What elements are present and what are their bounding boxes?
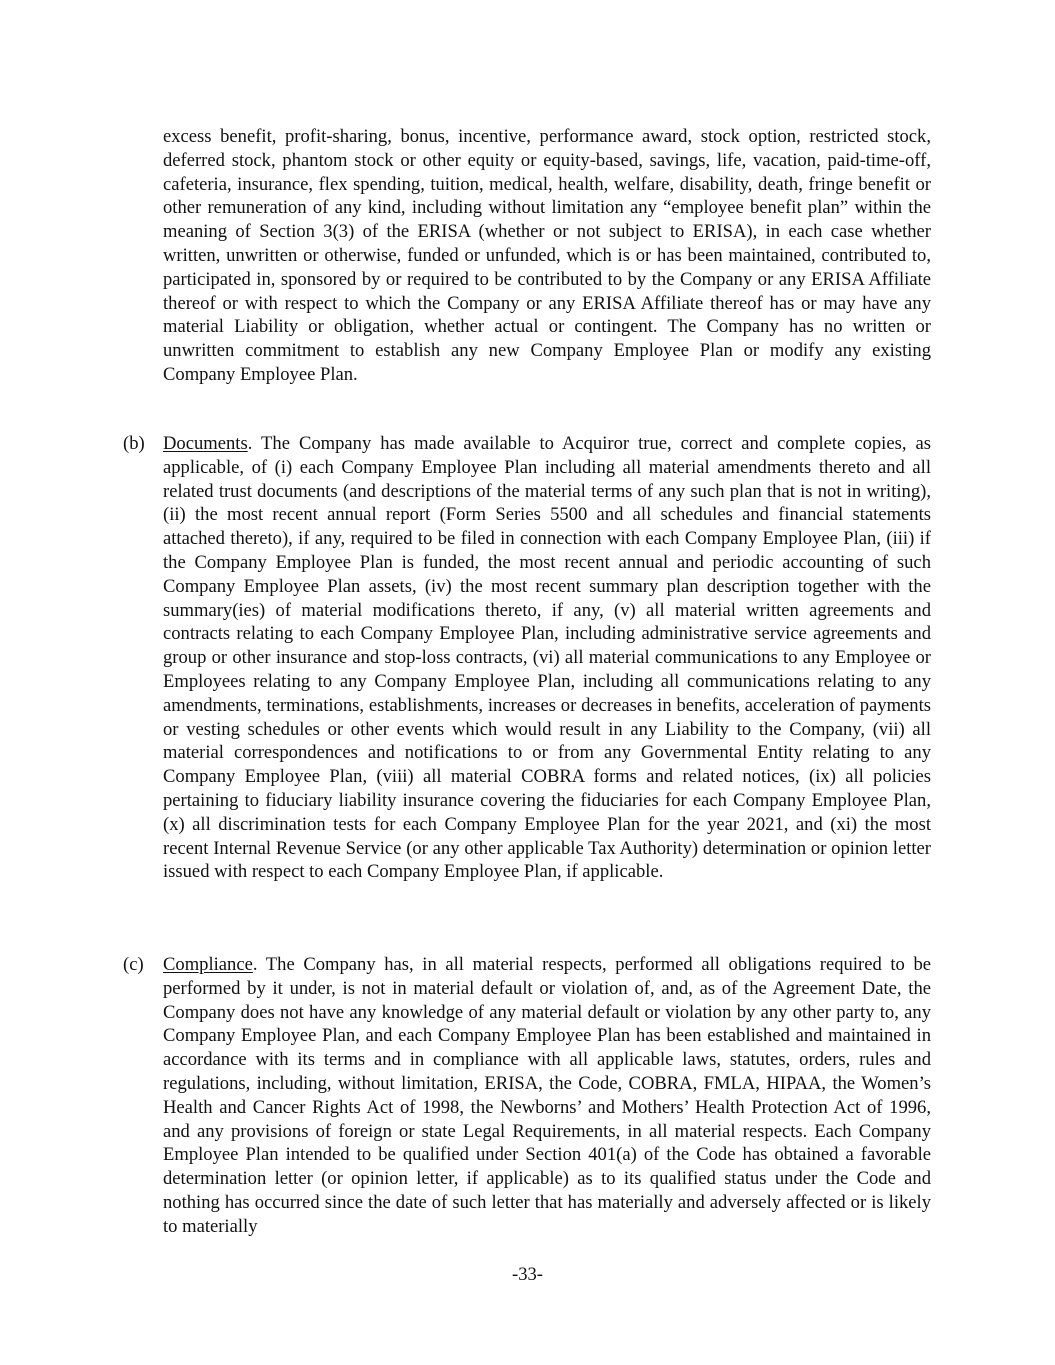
page-number: -33- [512,1264,543,1285]
section-b-label: (b) [123,433,145,454]
section-c-label: (c) [123,954,144,975]
section-b-body: . The Company has made available to Acquiror true, correct and complete copies, as applicable, of (i) each Company Employee Plan including all material amendments thereto and all related trust documents (and descriptions of the material terms of any such plan that is not in writing), (ii) the most recent annual report (Form Series 5500 and all schedules and financial statements attached thereto), if any, required to be filed in connection with each Company Employee Plan, (iii) if the Company Employee Plan is funded, the most recent annual and periodic accounting of such Company Employee Plan assets, (iv) the most recent summary plan description together with the summary(ies) of material modifications thereto, if any, (v) all material written agreements and contracts relating to each Company Employee Plan, including administrative service agreements and group or other insurance and stop-loss contracts, (vi) all material communications to any Employee or Employees relating to any Company Employee Plan, including all communications relating to any amendments, terminations, establishments, increases or decreases in benefits, acceleration of payments or vesting schedules or other events which would result in any Liability to the Company, (vii) all material correspondences and notifications to or from any Governmental Entity relating to any Company Employee Plan, (viii) all material COBRA forms and related notices, (ix) all policies pertaining to fiduciary liability insurance covering the fiduciaries for each Company Employee Plan, (x) all discrimination tests for each Company Employee Plan for the year 2021, and (xi) the most recent Internal Revenue Service (or any other applicable Tax Authority) determination or opinion letter issued with respect to each Company Employee Plan, if applicable. [163,433,931,883]
continuation-paragraph: excess benefit, profit-sharing, bonus, incentive, performance award, stock option, restricted stock, deferred stock, phantom stock or other equity or equity-based, savings, life, vacation, paid-time-off, cafeteria, insurance, flex spending, tuition, medical, health, welfare, disability, death, fringe benefit or other remuneration of any kind, including without limitation any “employee benefit plan” within the meaning of Section 3(3) of the ERISA (whether or not subject to ERISA), in each case whether written, unwritten or otherwise, funded or unfunded, which is or has been maintained, contributed to, participated in, sponsored by or required to be contributed to by the Company or any ERISA Affiliate thereof or with respect to which the Company or any ERISA Affiliate thereof has or may have any material Liability or obligation, whether actual or contingent. The Company has no written or unwritten commitment to establish any new Company Employee Plan or modify any existing Company Employee Plan. [163,126,931,385]
section-c-heading: Compliance [163,954,253,975]
section-c-body: . The Company has, in all material respects, performed all obligations required to be performed by it under, is not in material default or violation of, and, as of the Agreement Date, the Company does not have any knowledge of any material default or violation by any other party to, any Company Employee Plan, and each Company Employee Plan has been established and maintained in accordance with its terms and in compliance with all applicable laws, statutes, orders, rules and regulations, including, without limitation, ERISA, the Code, COBRA, FMLA, HIPAA, the Women’s Health and Cancer Rights Act of 1998, the Newborns’ and Mothers’ Health Protection Act of 1996, and any provisions of foreign or state Legal Requirements, in all material respects. Each Company Employee Plan intended to be qualified under Section 401(a) of the Code has obtained a favorable determination letter (or opinion letter, if applicable) as to its qualified status under the Code and nothing has occurred since the date of such letter that has materially and adversely affected or is likely to materially [163,954,931,1237]
section-b-heading: Documents [163,433,248,454]
section-c-paragraph [163,953,931,1239]
section-b-paragraph [163,432,931,884]
